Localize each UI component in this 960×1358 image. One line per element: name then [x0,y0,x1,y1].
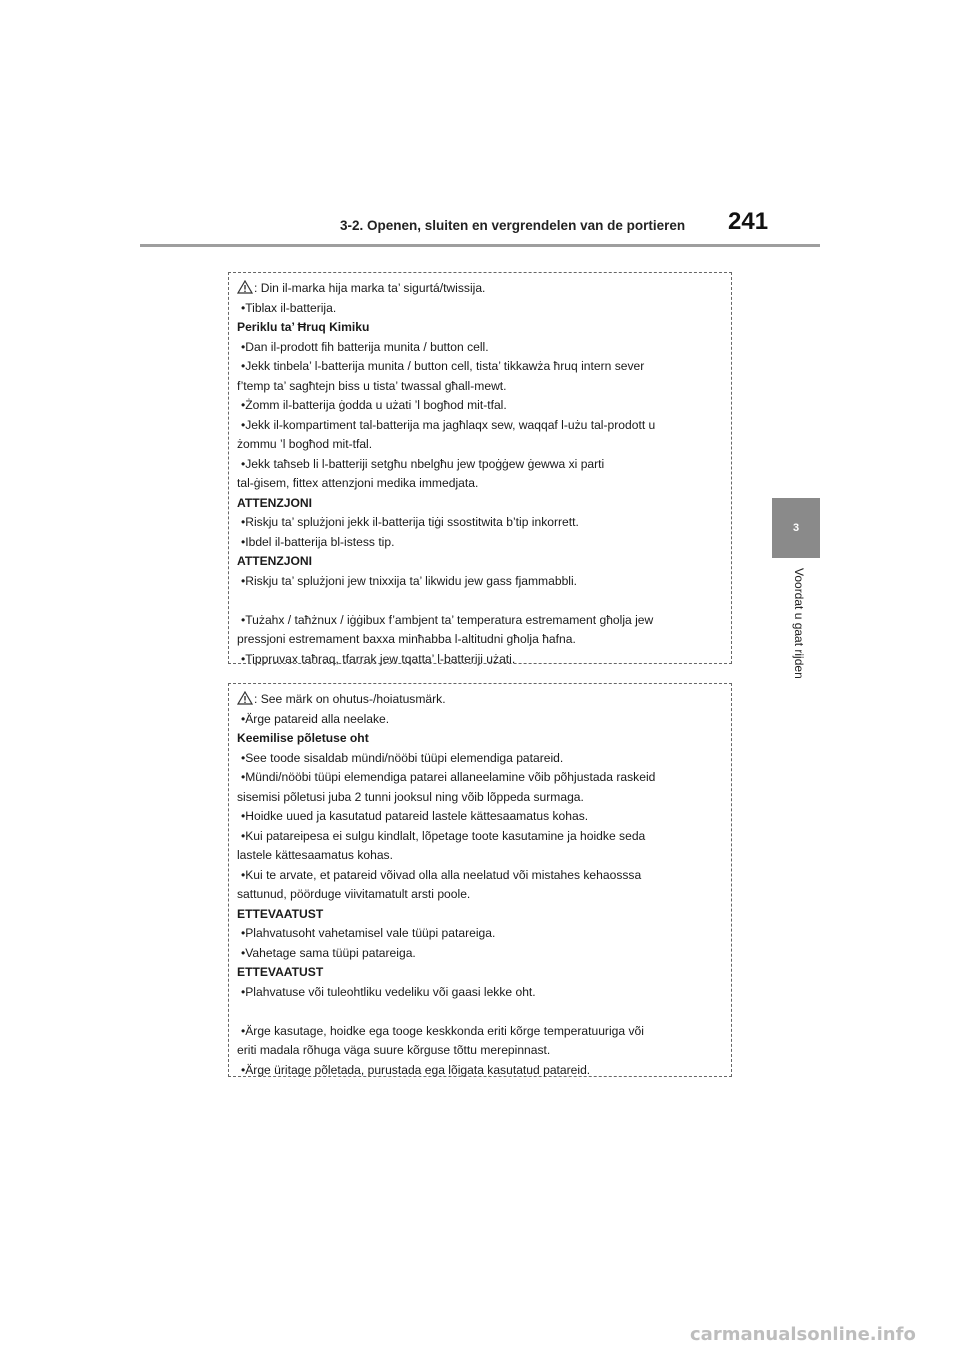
box-line: •Żomm il-batterija ġodda u użati ’l bogħod mit-tfal. [241,398,507,412]
box-line: •Jekk taħseb li l-batteriji setgħu nbelgħu jew tpoġġew ġewwa xi parti [241,456,605,471]
box-line: •Jekk tinbela’ l-batterija munita / button cell, tista’ tikkawża ħruq intern sever [241,359,645,373]
warning-box-maltese [228,272,732,664]
box-line: sisemisi põletusi juba 2 tunni jooksul ning võib lõppeda surmaga. [237,789,584,804]
box-line: •Ärge kasutage, hoidke ega tooge keskkonda eriti kõrge temperatuuriga või [241,1023,644,1038]
box-line: •Kui patareipesa ei sulgu kindlalt, lõpetage toote kasutamine ja hoidke seda [241,828,646,843]
watermark: carmanualsonline.info [690,1324,916,1345]
box-line: •Ärge üritage põletada, purustada ega lõigata kasutatud patareid. [241,1062,591,1077]
box-line: •Jekk il-kompartiment tal-batterija ma jagħlaqx sew, waqqaf l-użu tal-prodott u [241,417,656,432]
box-line: •Riskju ta’ splużjoni jekk il-batterija tiġi ssostitwita b’tip inkorrett. [241,515,579,529]
header-divider [140,244,820,247]
box-line: żommu ’l bogħod mit-tfal. [237,437,373,451]
box-line: •Ibdel il-batterija bl-istess tip. [241,534,395,549]
box-line: •Dan il-prodott fih batterija munita / button cell. [241,339,489,354]
box-line: •Ärge patareid alla neelake. [241,711,390,726]
box-line: •Tiblax il-batterija. [241,300,337,315]
box-line: : Din il-marka hija marka ta’ sigurtá/twissija. [237,279,723,299]
box-heading: ETTEVAATUST [237,906,324,921]
box-line: •Vahetage sama tüüpi patareiga. [241,945,416,960]
box-spacer [237,1002,723,1022]
box-heading: Periklu ta’ Ħruq Kimiku [237,320,370,334]
box-line: •Kui te arvate, et patareid võivad olla alla neelatud või mistahes kehaosssa [241,867,642,882]
section-tab: 3 [772,498,820,558]
box-line: : See märk on ohutus-/hoiatusmärk. [237,690,723,710]
warning-box-estonian [228,683,732,1077]
box-spacer [237,591,723,611]
page-header-title: 3-2. Openen, sluiten en vergrendelen van de portieren [340,218,686,233]
box-line: •Plahvatusoht vahetamisel vale tüüpi patareiga. [241,926,496,940]
box-heading: ATTENZJONI [237,495,313,510]
section-label: Voordat u gaat rijden [792,568,806,679]
box-line: •Mündi/nööbi tüüpi elemendiga patarei allaneelamine võib põhjustada raskeid [241,770,656,784]
box-line: •Tużahx / taħżnux / iġġibux f’ambjent ta’ temperatura estremament għolja jew [241,612,654,627]
page-number: 241 [728,208,769,235]
box-line: •See toode sisaldab mündi/nööbi tüüpi elemendiga patareid. [241,750,564,765]
box-heading: Keemilise põletuse oht [237,731,369,745]
box-line: lastele kättesaamatus kohas. [237,848,393,862]
box-line: f’temp ta’ sagħtejn biss u tista’ twassal għall-mewt. [237,378,507,393]
warning-triangle-icon [237,691,253,705]
box-line: •Tippruvax taħraq, tfarrak jew tqatta’ l-batteriji użati. [241,651,516,666]
box-line: •Plahvatuse või tuleohtliku vedeliku või gaasi lekke oht. [241,984,536,999]
box-heading: ATTENZJONI [237,554,313,568]
box-line: •Hoidke uued ja kasutatud patareid lastele kättesaamatus kohas. [241,809,589,823]
box-heading: ETTEVAATUST [237,965,324,979]
box-line: •Riskju ta’ splużjoni jew tnixxija ta’ likwidu jew gass fjammabbli. [241,573,578,588]
box-line: pressjoni estremament baxxa minħabba l-altitudni għolja ħafna. [237,632,576,646]
warning-triangle-icon [237,280,253,294]
box-line: tal-ġisem, fittex attenzjoni medika immedjata. [237,476,479,490]
box-line: eriti madala rõhuga väga suure kõrguse tõttu merepinnast. [237,1043,551,1057]
box-line: sattunud, pöörduge viivitamatult arsti poole. [237,887,471,901]
